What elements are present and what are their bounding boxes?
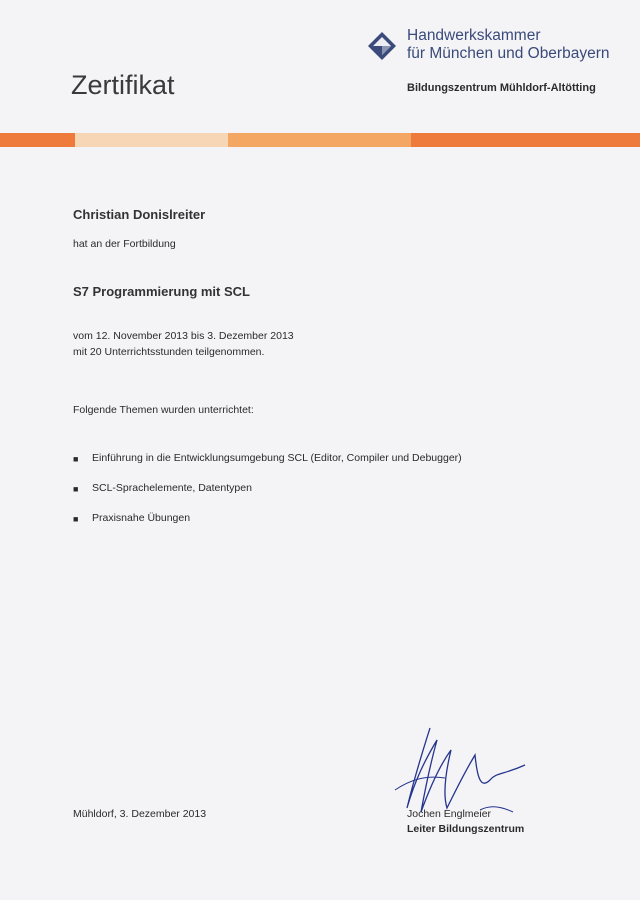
topic-text: SCL-Sprachelemente, Datentypen — [92, 482, 252, 494]
topic-text: Einführung in die Entwicklungsumgebung SCL (Editor, Compiler und Debugger) — [92, 452, 462, 464]
place-date: Mühldorf, 3. Dezember 2013 — [73, 808, 207, 820]
stripe-segment — [0, 133, 75, 147]
signer-name: Jochen Englmeier — [407, 808, 492, 820]
course-title: S7 Programmierung mit SCL — [73, 284, 250, 299]
topic-text: Praxisnahe Übungen — [92, 512, 191, 524]
participant-name: Christian Donislreiter — [73, 207, 206, 222]
topic-item — [73, 512, 190, 526]
bullet-icon: ■ — [73, 514, 79, 524]
topics-heading: Folgende Themen wurden unterrichtet: — [73, 404, 254, 416]
topic-item — [73, 482, 252, 496]
stripe-segment — [411, 133, 640, 147]
signature-icon — [385, 720, 535, 820]
color-stripe — [0, 133, 640, 147]
certificate-title: Zertifikat — [71, 70, 175, 100]
course-hours: mit 20 Unterrichtsstunden teilgenommen. — [73, 346, 265, 358]
bullet-icon: ■ — [73, 454, 79, 464]
course-period: vom 12. November 2013 bis 3. Dezember 2013 — [73, 330, 294, 342]
topic-item — [73, 452, 462, 466]
education-center: Bildungszentrum Mühldorf-Altötting — [407, 82, 596, 94]
bullet-icon: ■ — [73, 484, 79, 494]
org-name-line2: für München und Oberbayern — [407, 45, 610, 62]
signer-role: Leiter Bildungszentrum — [407, 823, 525, 835]
intro-text: hat an der Fortbildung — [73, 238, 176, 250]
stripe-segment — [75, 133, 228, 147]
org-name-line1: Handwerkskammer — [407, 27, 541, 44]
hwk-logo-icon — [368, 32, 396, 60]
stripe-segment — [228, 133, 411, 147]
